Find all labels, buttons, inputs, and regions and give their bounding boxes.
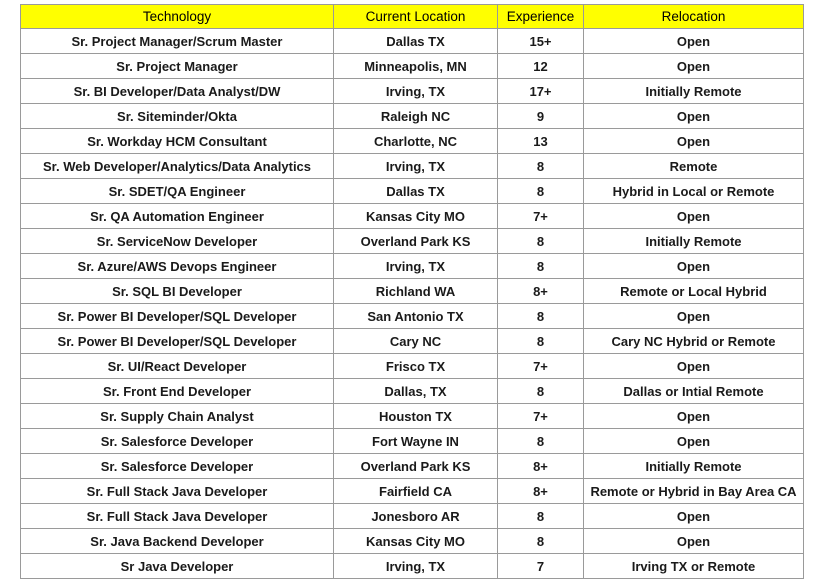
header-row [21,5,804,29]
cell-technology: Sr. Java Backend Developer [21,529,334,554]
cell-location: Dallas, TX [334,379,498,404]
cell-technology: Sr. Power BI Developer/SQL Developer [21,329,334,354]
cell-technology: Sr Java Developer [21,554,334,579]
table-row [21,354,804,379]
table-row [21,529,804,554]
cell-relocation: Open [584,54,804,79]
table-row [21,104,804,129]
cell-location: Kansas City MO [334,204,498,229]
table-row [21,479,804,504]
cell-location: Irving, TX [334,254,498,279]
cell-location: Richland WA [334,279,498,304]
cell-technology: Sr. Siteminder/Okta [21,104,334,129]
cell-technology: Sr. Power BI Developer/SQL Developer [21,304,334,329]
cell-location: San Antonio TX [334,304,498,329]
cell-experience: 8 [498,304,584,329]
candidates-table [20,4,804,579]
cell-relocation: Irving TX or Remote [584,554,804,579]
cell-technology: Sr. Full Stack Java Developer [21,479,334,504]
table-row [21,329,804,354]
cell-technology: Sr. UI/React Developer [21,354,334,379]
cell-location: Dallas TX [334,179,498,204]
cell-relocation: Initially Remote [584,229,804,254]
table-row [21,79,804,104]
cell-relocation: Dallas or Intial Remote [584,379,804,404]
cell-relocation: Remote or Hybrid in Bay Area CA [584,479,804,504]
cell-location: Irving, TX [334,154,498,179]
column-header-technology: Technology [21,5,334,29]
cell-relocation: Remote [584,154,804,179]
table-row [21,254,804,279]
table-row [21,504,804,529]
cell-experience: 8 [498,329,584,354]
cell-location: Jonesboro AR [334,504,498,529]
cell-relocation: Open [584,129,804,154]
cell-relocation: Initially Remote [584,79,804,104]
cell-experience: 8 [498,504,584,529]
table-row [21,379,804,404]
cell-relocation: Hybrid in Local or Remote [584,179,804,204]
cell-experience: 8+ [498,479,584,504]
cell-location: Fairfield CA [334,479,498,504]
table-row [21,554,804,579]
cell-experience: 9 [498,104,584,129]
cell-relocation: Cary NC Hybrid or Remote [584,329,804,354]
table-row [21,154,804,179]
table-row [21,454,804,479]
table-row [21,179,804,204]
cell-relocation: Open [584,204,804,229]
cell-relocation: Open [584,404,804,429]
cell-technology: Sr. SQL BI Developer [21,279,334,304]
column-header-experience: Experience [498,5,584,29]
table-row [21,304,804,329]
cell-experience: 8 [498,379,584,404]
cell-experience: 12 [498,54,584,79]
cell-technology: Sr. Project Manager/Scrum Master [21,29,334,54]
table-row [21,404,804,429]
cell-experience: 8+ [498,454,584,479]
cell-location: Kansas City MO [334,529,498,554]
cell-technology: Sr. BI Developer/Data Analyst/DW [21,79,334,104]
cell-location: Minneapolis, MN [334,54,498,79]
cell-location: Raleigh NC [334,104,498,129]
table-row [21,29,804,54]
cell-location: Irving, TX [334,554,498,579]
cell-relocation: Open [584,354,804,379]
cell-technology: Sr. Azure/AWS Devops Engineer [21,254,334,279]
cell-experience: 8 [498,254,584,279]
cell-technology: Sr. SDET/QA Engineer [21,179,334,204]
cell-technology: Sr. Supply Chain Analyst [21,404,334,429]
table-row [21,429,804,454]
table-row [21,204,804,229]
cell-technology: Sr. Web Developer/Analytics/Data Analytics [21,154,334,179]
table-row [21,129,804,154]
cell-location: Dallas TX [334,29,498,54]
cell-location: Irving, TX [334,79,498,104]
cell-experience: 13 [498,129,584,154]
table-row [21,54,804,79]
cell-technology: Sr. QA Automation Engineer [21,204,334,229]
cell-relocation: Open [584,29,804,54]
cell-relocation: Remote or Local Hybrid [584,279,804,304]
cell-technology: Sr. Project Manager [21,54,334,79]
cell-technology: Sr. Salesforce Developer [21,429,334,454]
cell-technology: Sr. Front End Developer [21,379,334,404]
cell-location: Fort Wayne IN [334,429,498,454]
column-header-relocation: Relocation [584,5,804,29]
cell-technology: Sr. Salesforce Developer [21,454,334,479]
cell-relocation: Open [584,254,804,279]
cell-location: Houston TX [334,404,498,429]
cell-relocation: Open [584,429,804,454]
cell-location: Cary NC [334,329,498,354]
cell-relocation: Initially Remote [584,454,804,479]
cell-experience: 7 [498,554,584,579]
table-row [21,279,804,304]
column-header-current-location: Current Location [334,5,498,29]
cell-experience: 8+ [498,279,584,304]
cell-relocation: Open [584,529,804,554]
cell-location: Overland Park KS [334,229,498,254]
cell-location: Charlotte, NC [334,129,498,154]
cell-technology: Sr. ServiceNow Developer [21,229,334,254]
cell-experience: 8 [498,154,584,179]
cell-experience: 7+ [498,204,584,229]
cell-relocation: Open [584,504,804,529]
cell-relocation: Open [584,304,804,329]
cell-location: Frisco TX [334,354,498,379]
cell-location: Overland Park KS [334,454,498,479]
cell-experience: 7+ [498,354,584,379]
cell-experience: 15+ [498,29,584,54]
cell-experience: 8 [498,179,584,204]
cell-experience: 8 [498,529,584,554]
table-row [21,229,804,254]
cell-experience: 8 [498,229,584,254]
cell-relocation: Open [584,104,804,129]
cell-technology: Sr. Full Stack Java Developer [21,504,334,529]
cell-experience: 8 [498,429,584,454]
cell-experience: 17+ [498,79,584,104]
cell-experience: 7+ [498,404,584,429]
cell-technology: Sr. Workday HCM Consultant [21,129,334,154]
